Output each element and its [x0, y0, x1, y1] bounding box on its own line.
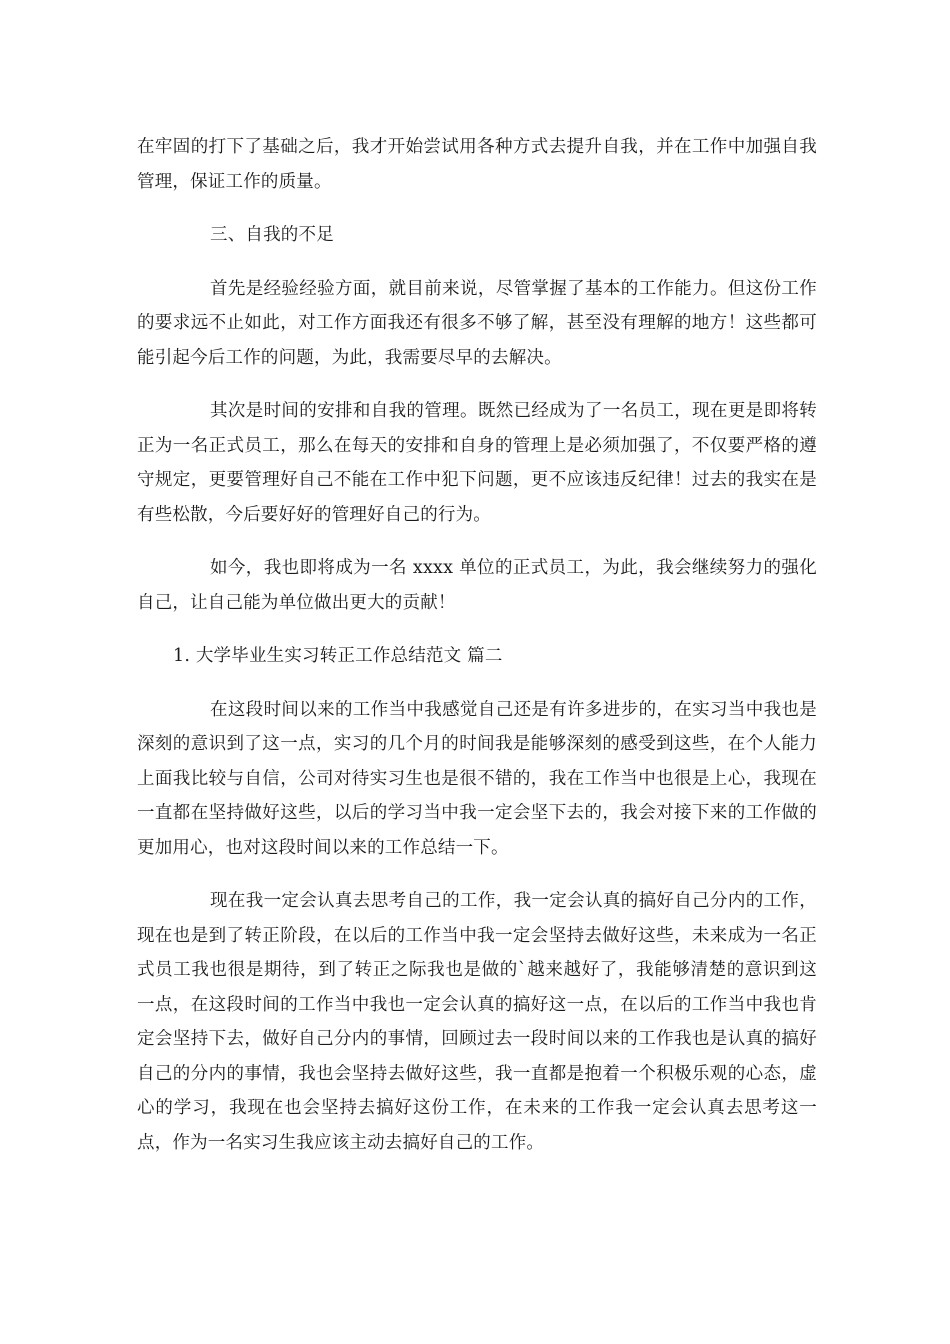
paragraph-experience: 首先是经验经验方面，就目前来说，尽管掌握了基本的工作能力。但这份工作的要求远不止如此，对工作方面我还有很多不够了解，甚至没有理解的地方！这些都可能引起今后工作的问题，为此，我需要尽早的去解决。	[137, 278, 817, 368]
document-body	[137, 130, 817, 1179]
paragraph-reflection: 现在我一定会认真去思考自己的工作，我一定会认真的搞好自己分内的工作，现在也是到了转正阶段，在以后的工作当中我一定会坚持去做好这些，未来成为一名正式员工我也很是期待，到了转正之际我也是做的`越来越好了，我能够清楚的意识到这一点，在这段时间的工作当中我也一定会认真的搞好这一点，在以后的工作当中我也肯定会坚持下去，做好自己分内的事情，回顾过去一段时间以来的工作我也是认真的搞好自己的分内的事情，我也会坚持去做好这些，我一直都是抱着一个积极乐观的心态，虚心的学习，我现在也会坚持去搞好这份工作，在未来的工作我一定会认真去思考这一点，作为一名实习生我应该主动去搞好自己的工作。	[137, 891, 817, 1153]
paragraph-progress: 在这段时间以来的工作当中我感觉自己还是有许多进步的，在实习当中我也是深刻的意识到了这一点，实习的几个月的时间我是能够深刻的感受到这些，在个人能力上面我比较与自信，公司对待实习生也是很不错的，我在工作当中也很是上心，我现在一直都在坚持做好这些，以后的学习当中我一定会坚下去的，我会对接下来的工作做的更加用心，也对这段时间以来的工作总结一下。	[137, 699, 817, 858]
section-heading-shortcomings: 三、自我的不足	[210, 225, 334, 245]
paragraph-continuation: 在牢固的打下了基础之后，我才开始尝试用各种方式去提升自我，并在工作中加强自我管理，保证工作的质量。	[137, 137, 817, 192]
paragraph-conclusion: 如今，我也即将成为一名 xxxx 单位的正式员工，为此，我会继续努力的强化自己，让自己能为单位做出更大的贡献！	[137, 558, 817, 613]
paragraph-time-management: 其次是时间的安排和自我的管理。既然已经成为了一名员工，现在更是即将转正为一名正式员工，那么在每天的安排和自身的管理上是必须加强了，不仅要严格的遵守规定，更要管理好自己不能在工作中犯下问题，更不应该违反纪律！过去的我实在是有些松散，今后要好好的管理好自己的行为。	[137, 401, 817, 525]
article-heading-part-two: 1. 大学毕业生实习转正工作总结范文 篇二	[173, 646, 503, 666]
